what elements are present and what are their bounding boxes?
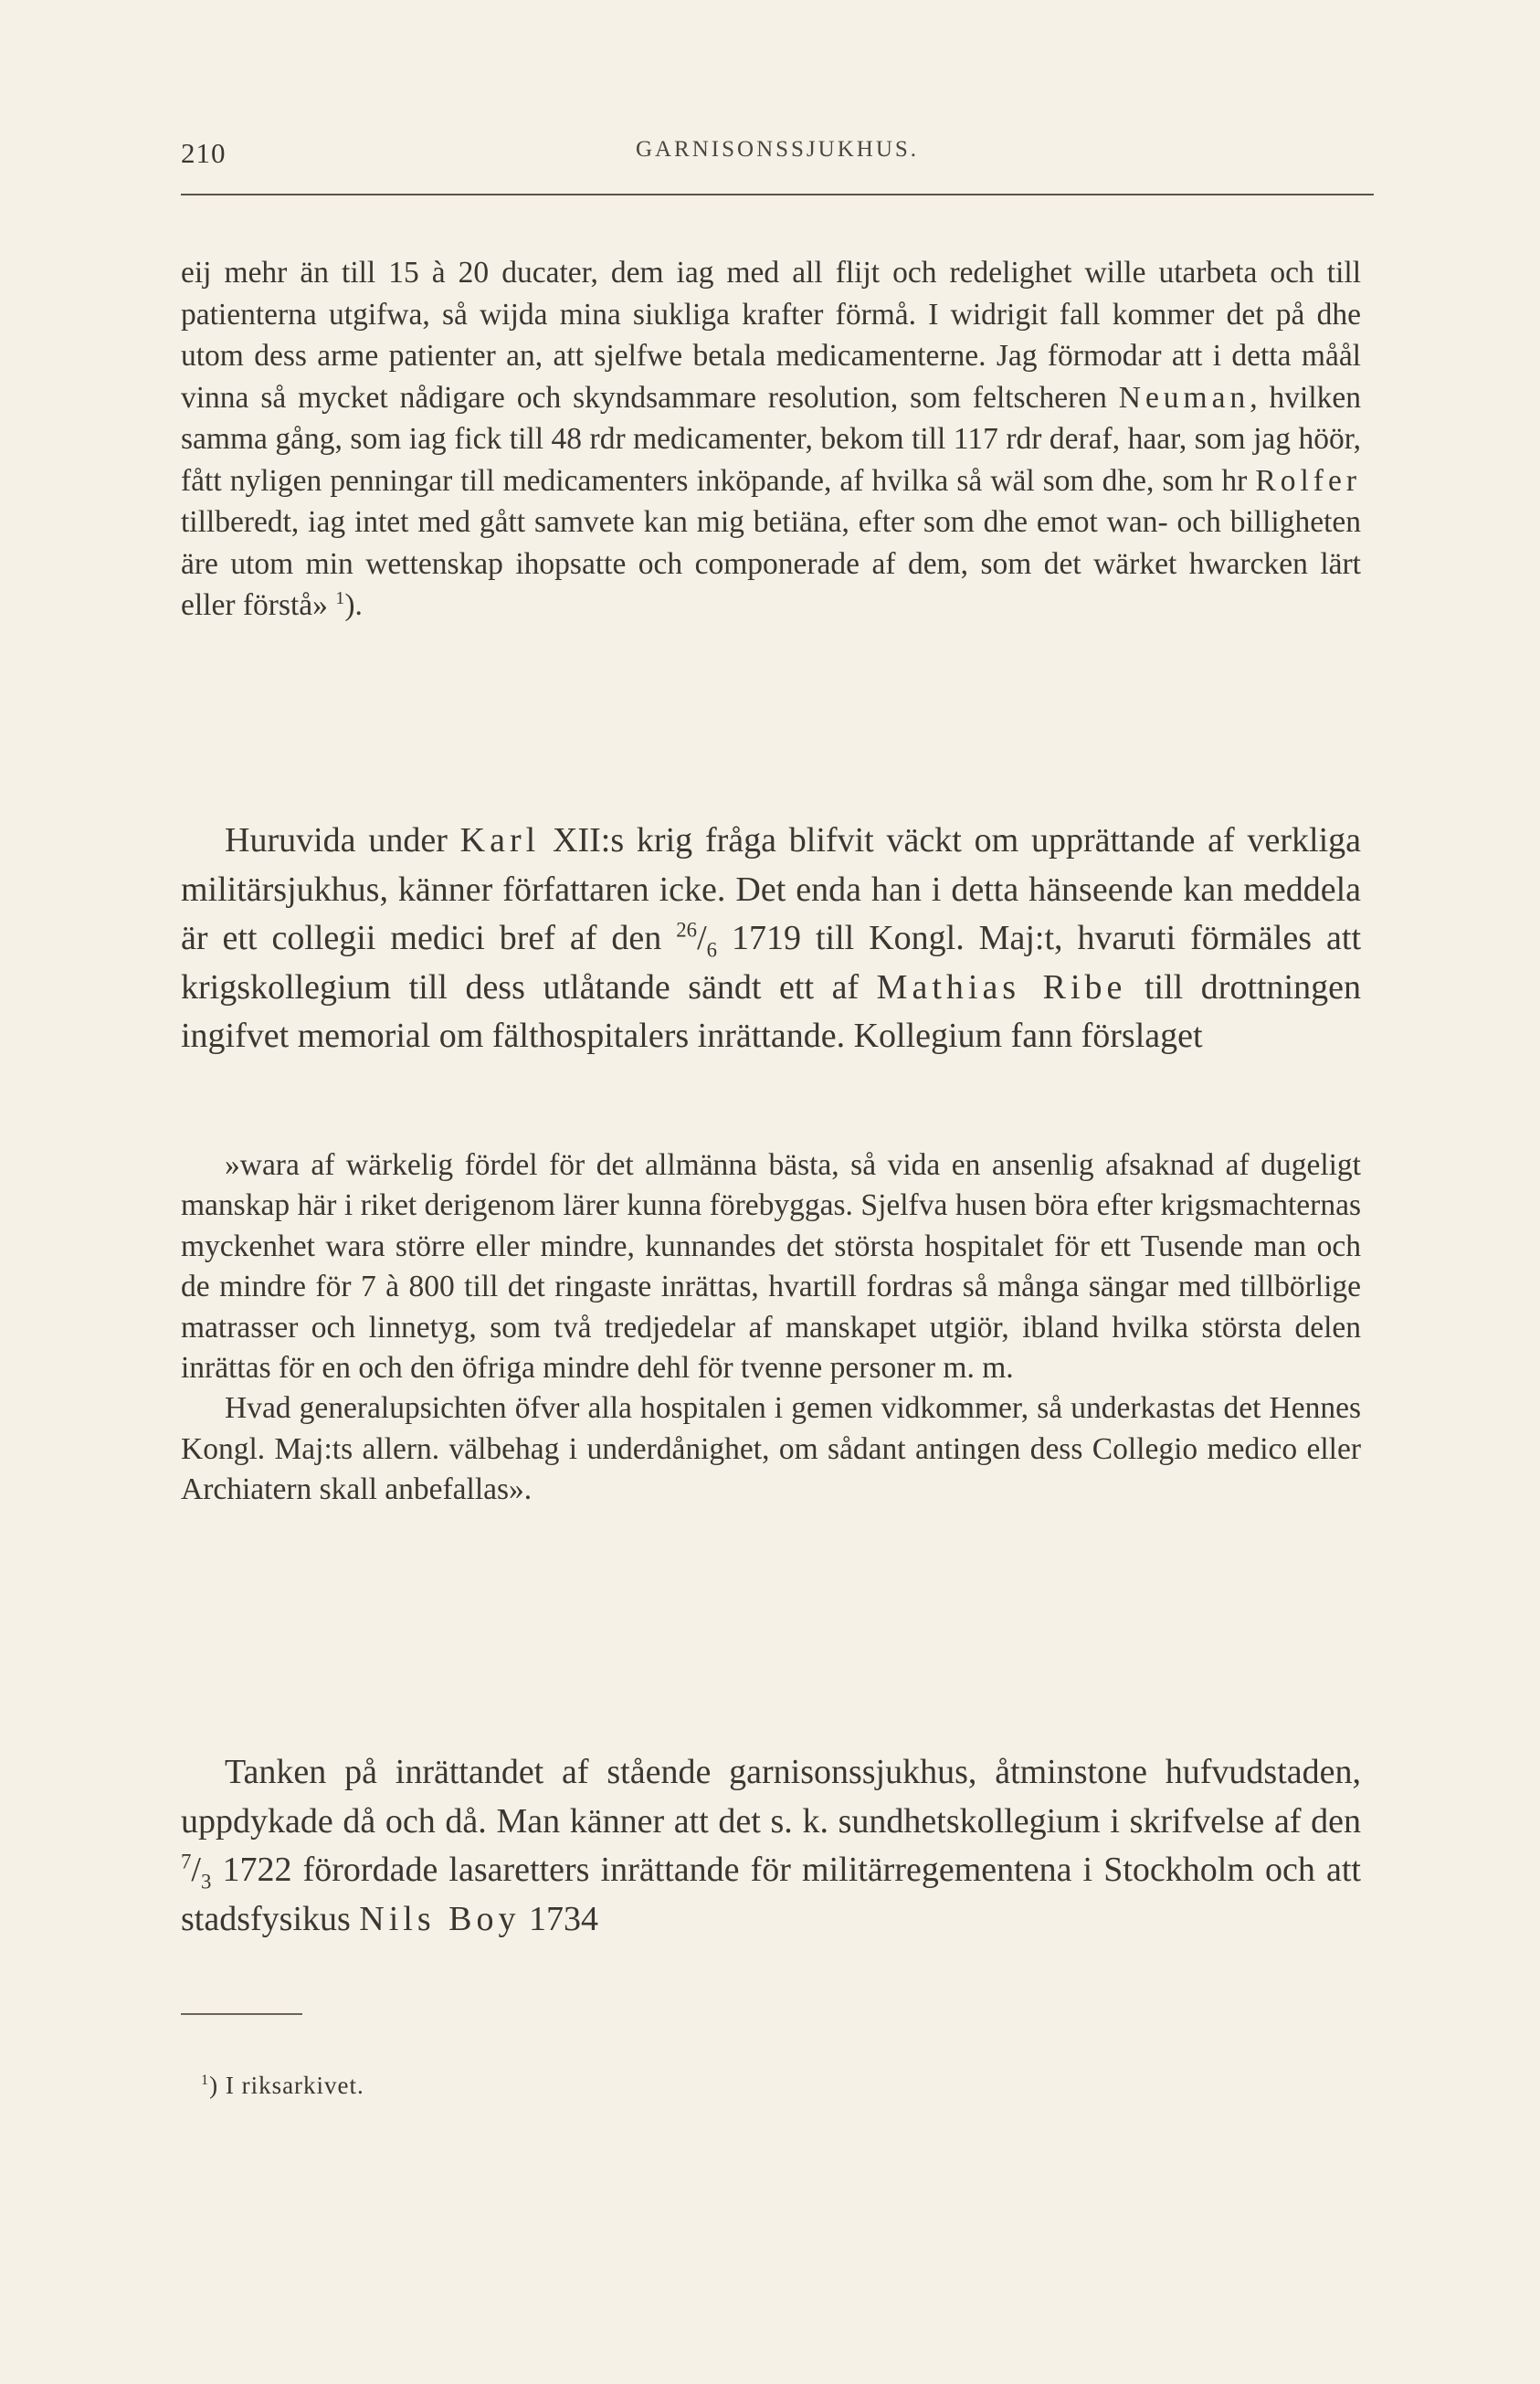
footnote: [201, 2072, 364, 2100]
text-run: tillberedt, iag intet med gått samvete kan mig betiäna, efter som dhe emot wan- och billigheten äre utom min wettenskap ihopsatte och componerade af dem, som det wärket hwarcken lärt eller förstå»: [181, 505, 1361, 622]
quote-paragraph: »wara af wärkelig fördel för det allmänna bästa, så vida en ansenlig afsaknad af dugeligt manskap här i riket derigenom lärer kunna förebyggas. Sjelfva husen böra efter krigsmachternas myckenhet wara större eller mindre, kunnandes det största hospitalet för ett Tusende man och de mindre för 7 à 800 till det ringaste inrättas, hvartill fordras så många sängar med tillbörlige matrasser och linnetyg, som två tredjedelar af manskapet utgiör, ibland hvilka största delen inrättas för en och den öfriga mindre dehl för tvenne personer m. m.: [181, 1148, 1361, 1386]
person-name: Nils Boy: [359, 1899, 521, 1938]
page-header: [181, 137, 1374, 177]
date-numerator: 7: [181, 1850, 192, 1873]
person-name: Mathias Ribe: [876, 967, 1127, 1007]
paragraph-karl-xii: [181, 817, 1361, 1061]
person-name: Neuman: [1118, 380, 1250, 415]
date-denominator: 6: [706, 938, 718, 962]
footnote-reference: 1: [335, 587, 345, 608]
text-run: , hvilken samma gång, som iag fick till 48 rdr medicamenter, bekom till 117 rdr deraf, haar, som jag höör, fått nyligen penningar till medicamenters inköpande, af hvilka så wäl som dhe, som hr: [181, 380, 1362, 498]
paragraph-garrison-hospital: [181, 1748, 1361, 1944]
running-title: GARNISONSSJUKHUS.: [635, 137, 920, 162]
person-name: Karl: [459, 821, 541, 860]
header-rule: [181, 194, 1374, 195]
text-run: Tanken på inrättandet af stående garnisonssjukhus, åtminstone hufvudstaden, uppdykade då och då. Man känner att det s. k. sundhetskollegium i skrifvelse af den: [181, 1753, 1361, 1841]
text-run: 1719 till Kongl. Maj:t, hvaruti förmäles att krigskollegium till dess utlåtande sändt ett af: [181, 919, 1362, 1007]
footnote-marker: 1: [201, 2072, 210, 2088]
paragraph-text: Huruvida under Karl XII:s krig fråga blifvit väckt om upprättande af verkliga militärsjukhus, känner författaren icke. Det enda han i detta hänseende kan meddela är ett collegii medici bref af den $^{26}/_6$ 1719 till Kongl. Maj:t, hvaruti förmäles att krigskollegium till dess utlåtande sändt ett af Mathias Ribe till drottningen ingifvet memorial om fälthospitalers inrättande. Kollegium fann förslaget: [181, 821, 1362, 1055]
paragraph-letter-excerpt: [181, 252, 1361, 627]
footnote-text: ) I riksarkivet.: [209, 2072, 364, 2099]
block-quotation: [181, 1145, 1361, 1511]
footnote-rule: [181, 2013, 302, 2015]
date-denominator: 3: [200, 1870, 212, 1893]
text-run: Huruvida under: [225, 821, 460, 860]
person-name: Rolfer: [1255, 463, 1361, 498]
text-run: XII:s krig fråga blifvit väckt om upprättande af verkliga militärsjukhus, känner författaren icke. Det enda han i detta hänseende kan meddela är ett collegii medici bref af den: [181, 821, 1361, 957]
text-run: 1734: [520, 1899, 598, 1938]
page-number: 210: [181, 137, 227, 169]
date-numerator: 26: [676, 918, 698, 942]
text-run: 1722 förordade lasaretters inrättande för militärregementena i Stockholm och att stadsfysikus: [181, 1851, 1361, 1938]
paragraph-text: Tanken på inrättandet af stående garnisonssjukhus, åtminstone hufvudstaden, uppdykade då och då. Man känner att det s. k. sundhetskollegium i skrifvelse af den $^7/_3$ 1722 förordade lasaretters inrättande för militärregementena i Stockholm och att stadsfysikus Nils Boy 1734: [181, 1753, 1361, 1938]
paragraph-text: [181, 252, 1361, 627]
quote-paragraph: Hvad generalupsichten öfver alla hospitalen i gemen vidkommer, så underkastas det Hennes Kongl. Maj:ts allern. välbehag i underdånighet, om sådant antingen dess Collegio medico eller Archiatern skall anbefallas».: [181, 1391, 1361, 1507]
text-run: ).: [344, 588, 363, 622]
text-run: till drottningen ingifvet memorial om fälthospitalers inrättande. Kollegium fann förslaget: [181, 967, 1361, 1055]
text-run: eij mehr än till 15 à 20 ducater, dem iag med all flijt och redelighet wille utarbeta och till patienterna utgifwa, så wijda mina siukliga krafter förmå. I widrigit fall kommer det på dhe utom dess arme patienter an, att sjelfwe betala medicamenterne. Jag förmodar att i detta måål vinna så mycket nådigare och skyndsammare resolution, som feltscheren: [181, 256, 1361, 415]
